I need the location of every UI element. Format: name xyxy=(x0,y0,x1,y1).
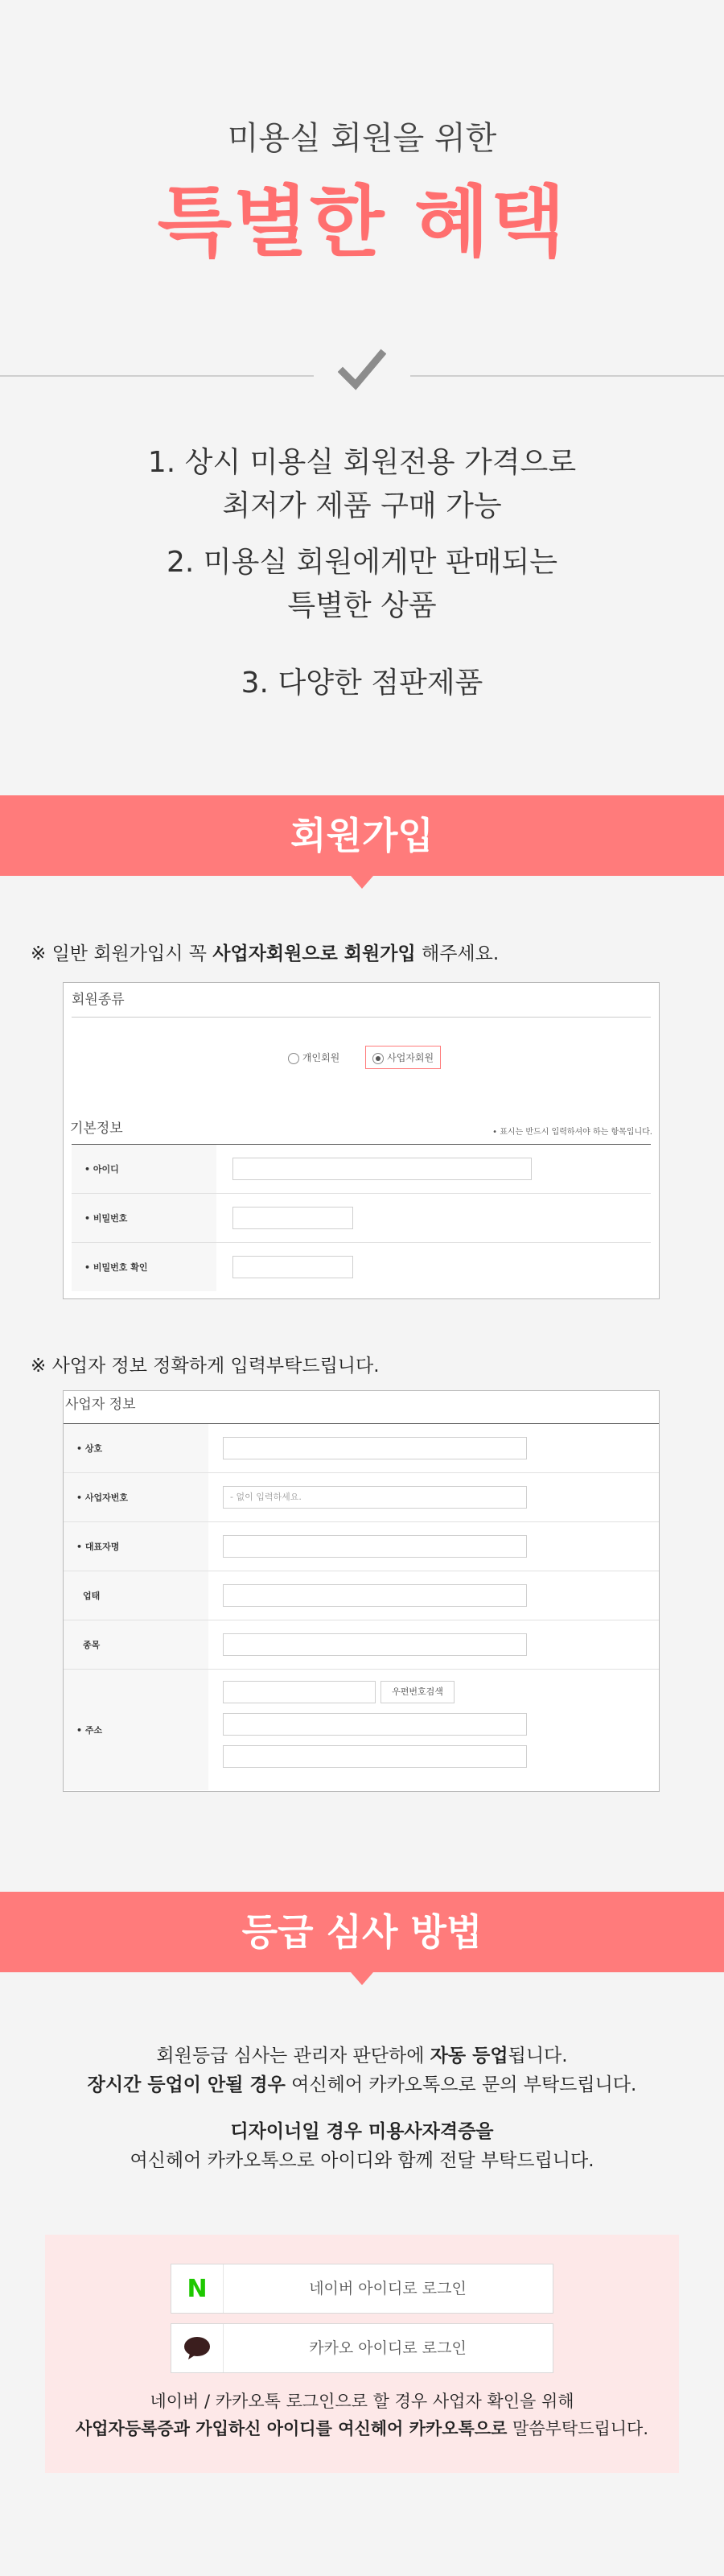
grade-paragraph-1 xyxy=(0,2041,724,2099)
benefit-1-line1: 1. 상시 미용실 회원전용 가격으로 xyxy=(147,446,577,479)
form-row-id xyxy=(72,1145,651,1194)
business-number-input[interactable]: - 없이 입력하세요. xyxy=(223,1486,527,1509)
address-input[interactable] xyxy=(223,1713,527,1736)
kakao-login-button[interactable] xyxy=(171,2323,553,2373)
form-row-business-number xyxy=(64,1473,659,1522)
field-label-password: • 비밀번호 xyxy=(72,1194,216,1242)
kakao-login-label: 카카오 아이디로 로그인 xyxy=(309,2339,467,2357)
grade-paragraph-2 xyxy=(0,2117,724,2175)
radio-personal-circle[interactable] xyxy=(288,1053,299,1064)
grade-para1-line2 xyxy=(0,2070,724,2099)
form-row-ceo-name xyxy=(64,1522,659,1571)
form-row-company xyxy=(64,1424,659,1473)
password-confirm-input[interactable] xyxy=(232,1256,353,1278)
join-note xyxy=(31,939,499,965)
divider-left xyxy=(0,375,314,377)
form-row-business-item xyxy=(64,1620,659,1670)
basic-info-label: 기본정보 xyxy=(70,1121,123,1137)
grade-para2-line1 xyxy=(0,2117,724,2146)
grade-para1-line1 xyxy=(0,2041,724,2070)
required-note: • 표시는 반드시 입력하셔야 하는 항목입니다. xyxy=(492,1128,652,1137)
business-info-title: 사업자 정보 xyxy=(65,1397,136,1413)
field-label-ceo-name: • 대표자명 xyxy=(64,1522,208,1571)
check-icon xyxy=(338,348,386,396)
grade-para2-bold: 디자이너일 경우 미용사자격증을 xyxy=(230,2121,494,2142)
kakao-icon xyxy=(171,2324,224,2372)
form-row-business-type xyxy=(64,1571,659,1620)
member-type-form xyxy=(63,982,660,1299)
radio-business-circle[interactable] xyxy=(372,1053,384,1064)
form-row-password-confirm xyxy=(72,1243,651,1291)
address-detail-input[interactable] xyxy=(223,1745,527,1768)
benefit-3 xyxy=(0,662,724,705)
radio-personal-label: 개인회원 xyxy=(302,1052,340,1063)
field-label-company: • 상호 xyxy=(64,1424,208,1472)
hero-subtitle: 미용실 회원을 위한 xyxy=(227,120,497,157)
grade-para1-prefix: 회원등급 심사는 관리자 판단하에 xyxy=(156,2046,430,2066)
social-login-note-line1: 네이버 / 카카오톡 로그인으로 할 경우 사업자 확인을 위해 xyxy=(150,2392,574,2411)
kakao-speech-bubble-icon xyxy=(183,2336,211,2360)
grade-para2-line2: 여신헤어 카카오톡으로 아이디와 함께 전달 부탁드립니다. xyxy=(130,2150,594,2171)
member-type-title: 회원종류 xyxy=(72,992,125,1008)
zipcode-input[interactable] xyxy=(223,1681,376,1703)
grade-para1-suffix: 됩니다. xyxy=(508,2046,568,2066)
join-note-prefix: ※ 일반 회원가입시 꼭 xyxy=(31,943,213,964)
benefit-1-line2: 최저가 제품 구매 가능 xyxy=(222,489,502,522)
ceo-name-input[interactable] xyxy=(223,1535,527,1558)
hero-title: 특별한 혜택 xyxy=(157,177,567,267)
join-note-bold: 사업자회원으로 회원가입 xyxy=(212,943,416,964)
field-label-business-type: 업태 xyxy=(64,1571,208,1620)
business-type-input[interactable] xyxy=(223,1584,527,1607)
field-label-id: • 아이디 xyxy=(72,1145,216,1193)
member-type-radio-group xyxy=(64,1046,659,1069)
naver-icon xyxy=(171,2264,224,2313)
business-info-form xyxy=(63,1390,660,1792)
radio-personal-member[interactable] xyxy=(282,1046,346,1068)
divider-right xyxy=(410,375,724,377)
business-item-input[interactable] xyxy=(223,1633,527,1656)
benefit-2 xyxy=(0,541,724,628)
benefit-1 xyxy=(0,441,724,528)
social-login-panel xyxy=(45,2235,679,2473)
social-login-note-bold: 사업자등록증과 가입하신 아이디를 여신헤어 카카오톡으로 xyxy=(75,2419,508,2438)
form-divider xyxy=(72,1017,651,1018)
field-label-password-confirm: • 비밀번호 확인 xyxy=(72,1243,216,1291)
grade-banner-pointer xyxy=(351,1972,373,1985)
radio-business-member[interactable] xyxy=(365,1046,441,1069)
join-banner: 회원가입 xyxy=(0,795,724,876)
naver-login-button[interactable] xyxy=(171,2264,553,2314)
grade-para1-line2-bold: 장시간 등업이 안될 경우 xyxy=(87,2074,286,2095)
benefit-3-line1: 3. 다양한 점판제품 xyxy=(241,667,483,700)
benefit-2-line1: 2. 미용실 회원에게만 판매되는 xyxy=(167,546,557,579)
join-note-suffix: 해주세요. xyxy=(415,943,500,964)
social-login-note xyxy=(45,2388,679,2442)
password-input[interactable] xyxy=(232,1207,353,1229)
field-label-business-item: 종목 xyxy=(64,1620,208,1669)
field-label-business-number: • 사업자번호 xyxy=(64,1473,208,1521)
join-banner-pointer xyxy=(351,876,373,889)
form-row-password xyxy=(72,1194,651,1243)
naver-login-label: 네이버 아이디로 로그인 xyxy=(309,2280,467,2297)
business-note: ※ 사업자 정보 정확하게 입력부탁드립니다. xyxy=(31,1356,380,1377)
field-label-address: • 주소 xyxy=(64,1670,208,1790)
grade-banner: 등급 심사 방법 xyxy=(0,1892,724,1972)
id-input[interactable] xyxy=(232,1158,532,1180)
form-row-address xyxy=(64,1670,659,1790)
social-login-note-line2 xyxy=(45,2415,679,2442)
grade-para1-line2-suffix: 여신헤어 카카오톡으로 문의 부탁드립니다. xyxy=(285,2074,637,2095)
company-input[interactable] xyxy=(223,1437,527,1459)
zipcode-search-button[interactable]: 우편번호검색 xyxy=(381,1681,455,1703)
benefit-2-line2: 특별한 상품 xyxy=(287,589,437,622)
radio-business-label: 사업자회원 xyxy=(387,1052,434,1063)
naver-icon-glyph: N xyxy=(187,2274,208,2303)
social-login-note-suffix: 말씀부탁드립니다. xyxy=(507,2419,649,2438)
grade-para1-bold: 자동 등업 xyxy=(430,2046,508,2066)
